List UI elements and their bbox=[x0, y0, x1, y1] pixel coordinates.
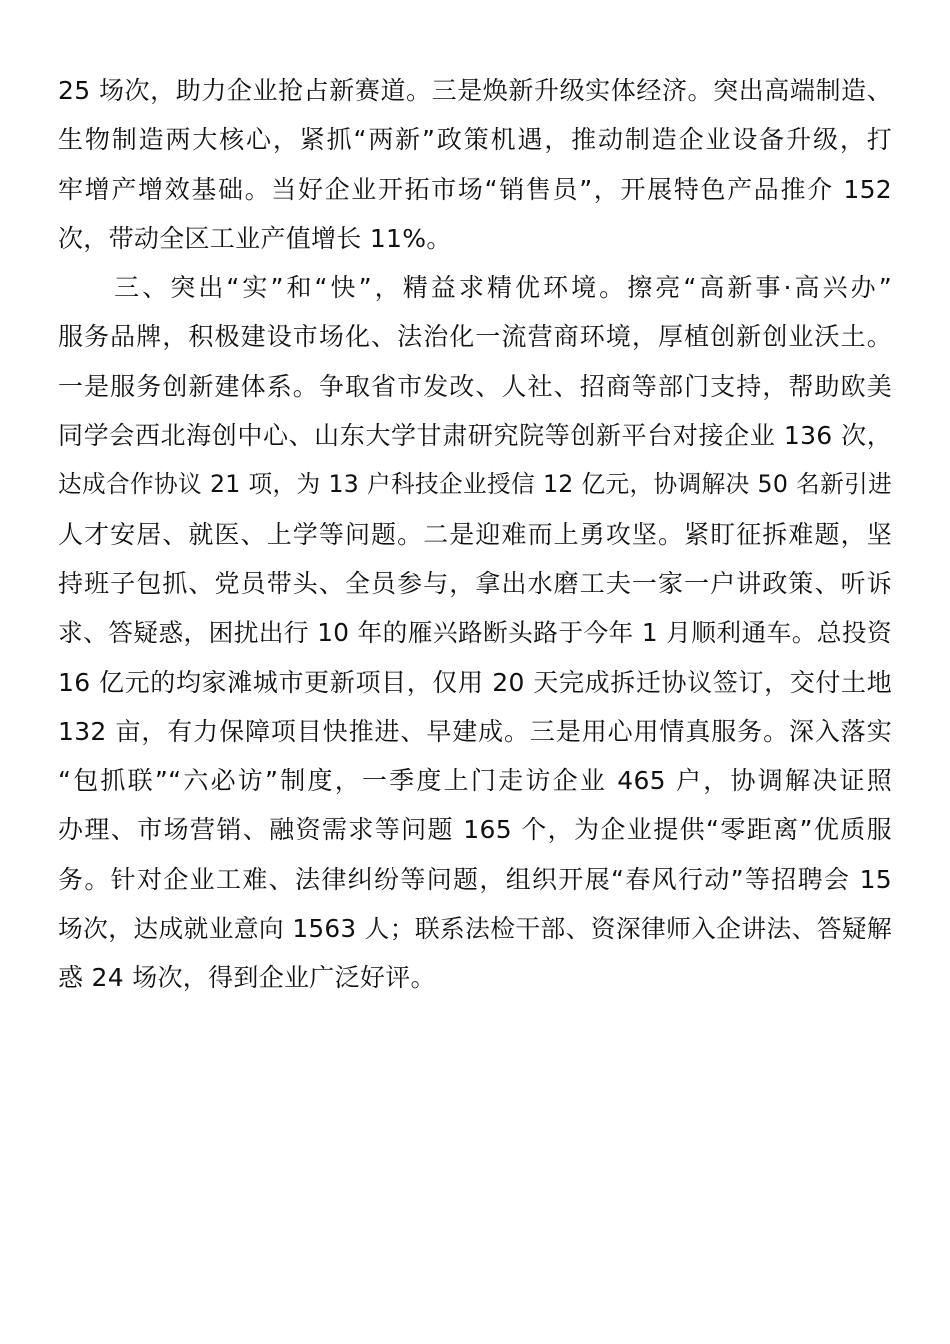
text-line: 惑 24 场次，得到企业广泛好评。 bbox=[58, 963, 436, 993]
paragraph-industry bbox=[58, 66, 892, 263]
text-line: 服务品牌，积极建设市场化、法治化一流营商环境，厚植创新创业沃土。 bbox=[58, 322, 892, 352]
text-line: 办理、市场营销、融资需求等问题 165 个，为企业提供“零距离”优质服 bbox=[58, 815, 892, 845]
text-line: 持班子包抓、党员带头、全员参与，拿出水磨工夫一家一户讲政策、听诉 bbox=[58, 568, 892, 598]
text-line: 生物制造两大核心，紧抓“两新”政策机遇，推动制造企业设备升级，打 bbox=[58, 125, 892, 155]
text-line: 达成合作协议 21 项，为 13 户科技企业授信 12 亿元，协调解决 50 名新引进 bbox=[58, 470, 892, 499]
text-line: 场次，达成就业意向 1563 人；联系法检干部、资深律师入企讲法、答疑解 bbox=[58, 914, 892, 944]
text-line: 三、突出“实”和“快”，精益求精优环境。擦亮“高新事·高兴办” bbox=[58, 273, 892, 303]
text-line: 132 亩，有力保障项目快推进、早建成。三是用心用情真服务。深入落实 bbox=[58, 716, 892, 746]
text-line: 牢增产增效基础。当好企业开拓市场“销售员”，开展特色产品推介 152 bbox=[58, 174, 892, 204]
text-line: 次，带动全区工业产值增长 11%。 bbox=[58, 223, 452, 253]
text-line: 求、答疑惑，困扰出行 10 年的雁兴路断头路于今年 1 月顺利通车。总投资 bbox=[58, 618, 892, 648]
text-line: 一是服务创新建体系。争取省市发改、人社、招商等部门支持，帮助欧美 bbox=[58, 371, 892, 401]
document-body bbox=[58, 66, 892, 1003]
text-line: 人才安居、就医、上学等问题。二是迎难而上勇攻坚。紧盯征拆难题，坚 bbox=[58, 519, 892, 549]
text-line: 务。针对企业工难、法律纠纷等问题，组织开展“春风行动”等招聘会 15 bbox=[58, 864, 892, 894]
text-line: 同学会西北海创中心、山东大学甘肃研究院等创新平台对接企业 136 次， bbox=[58, 421, 892, 451]
paragraph-environment bbox=[58, 263, 892, 1002]
text-line: “包抓联”“六必访”制度，一季度上门走访企业 465 户，协调解决证照 bbox=[58, 766, 892, 796]
text-line: 25 场次，助力企业抢占新赛道。三是焕新升级实体经济。突出高端制造、 bbox=[58, 76, 892, 105]
text-line: 16 亿元的均家滩城市更新项目，仅用 20 天完成拆迁协议签订，交付土地 bbox=[58, 667, 892, 697]
